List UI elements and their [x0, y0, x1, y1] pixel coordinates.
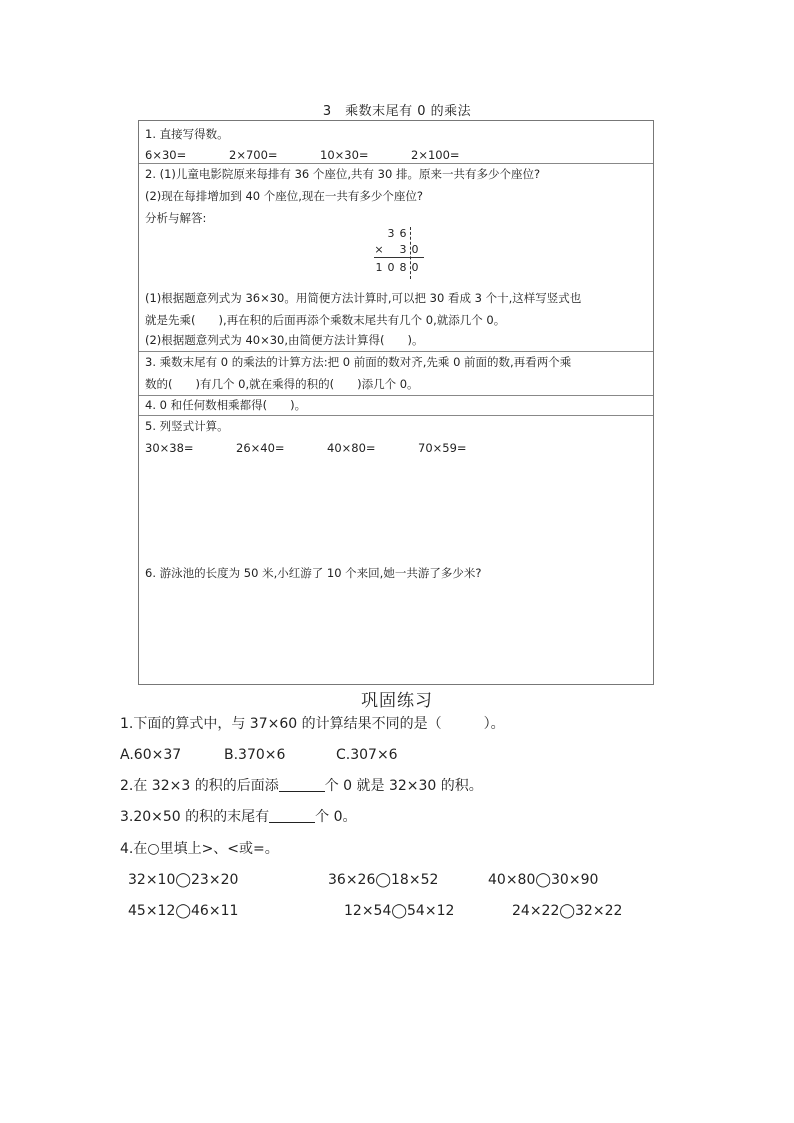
practice-q1: 1.下面的算式中，与 37×60 的计算结果不同的是（ ）。 — [120, 716, 505, 732]
q5-item-3: 40×80= — [327, 441, 376, 455]
calc-digit: 3 — [387, 227, 395, 240]
section-divider — [139, 163, 653, 164]
calc-digit: 1 — [375, 261, 383, 274]
compare-item: 12×54◯54×12 — [344, 903, 455, 919]
q5-heading: 5. 列竖式计算。 — [145, 419, 229, 433]
q5-item-4: 70×59= — [418, 441, 467, 455]
calc-dashed-line — [410, 227, 411, 279]
compare-item: 32×10◯23×20 — [128, 872, 239, 888]
q2-line-1: 2. (1)儿童电影院原来每排有 36 个座位,共有 30 排。原来一共有多少个座位? — [145, 167, 541, 181]
calc-digit: 0 — [411, 261, 419, 274]
q1-item-1: 6×30= — [145, 148, 187, 162]
calc-digit: 6 — [399, 227, 407, 240]
q2-text-post: 个 0 就是 32×30 的积。 — [324, 778, 483, 794]
q1-option-b: B.370×6 — [224, 747, 286, 763]
q1-option-a: A.60×37 — [120, 747, 182, 763]
q3-blank[interactable] — [269, 808, 315, 823]
practice-heading: 巩固练习 — [361, 691, 433, 711]
practice-q4: 4.在○里填上>、<或=。 — [120, 841, 279, 857]
exercise-box — [138, 120, 654, 685]
q2-line-5: 就是先乘( ),再在积的后面再添个乘数末尾共有几个 0,就添几个 0。 — [145, 313, 506, 327]
q4-line: 4. 0 和任何数相乘都得( )。 — [145, 398, 307, 412]
q2-blank[interactable] — [279, 777, 325, 792]
q5-item-2: 26×40= — [236, 441, 285, 455]
section-divider — [139, 351, 653, 352]
q2-line-6: (2)根据题意列式为 40×30,由简便方法计算得( )。 — [145, 333, 424, 347]
q5-item-1: 30×38= — [145, 441, 194, 455]
calc-digit: 8 — [399, 261, 407, 274]
compare-item: 36×26◯18×52 — [328, 872, 439, 888]
vertical-multiplication — [366, 227, 426, 279]
q3-text-post: 个 0。 — [315, 809, 357, 825]
q2-line-3: 分析与解答: — [145, 211, 207, 225]
q3-text-pre: 3.20×50 的积的末尾有 — [120, 809, 270, 825]
q6-line: 6. 游泳池的长度为 50 米,小红游了 10 个来回,她一共游了多少米? — [145, 566, 482, 580]
lesson-title: 3 乘数末尾有 0 的乘法 — [322, 104, 472, 119]
q3-line-1: 3. 乘数末尾有 0 的乘法的计算方法:把 0 前面的数对齐,先乘 0 前面的数,再看两个乘 — [145, 355, 572, 369]
calc-digit: 0 — [387, 261, 395, 274]
compare-item: 45×12◯46×11 — [128, 903, 239, 919]
q1-item-2: 2×700= — [229, 148, 278, 162]
q2-text-pre: 2.在 32×3 的积的后面添 — [120, 778, 279, 794]
calc-digit: 3 — [399, 243, 407, 256]
q3-line-2: 数的( )有几个 0,就在乘得的积的( )添几个 0。 — [145, 377, 419, 391]
practice-q2 — [120, 777, 483, 795]
q1-heading: 1. 直接写得数。 — [145, 127, 229, 141]
q2-line-2: (2)现在每排增加到 40 个座位,现在一共有多少个座位? — [145, 189, 423, 203]
practice-q3 — [120, 808, 357, 826]
calc-times-sign: × — [374, 243, 384, 256]
q1-option-c: C.307×6 — [336, 747, 398, 763]
compare-item: 40×80◯30×90 — [488, 872, 599, 888]
compare-item: 24×22◯32×22 — [512, 903, 623, 919]
calc-rule — [374, 257, 424, 258]
section-divider — [139, 395, 653, 396]
q2-line-4: (1)根据题意列式为 36×30。用简便方法计算时,可以把 30 看成 3 个十,这样写竖式也 — [145, 291, 582, 305]
calc-digit: 0 — [411, 243, 419, 256]
section-divider — [139, 415, 653, 416]
q1-item-4: 2×100= — [411, 148, 460, 162]
q1-item-3: 10×30= — [320, 148, 369, 162]
